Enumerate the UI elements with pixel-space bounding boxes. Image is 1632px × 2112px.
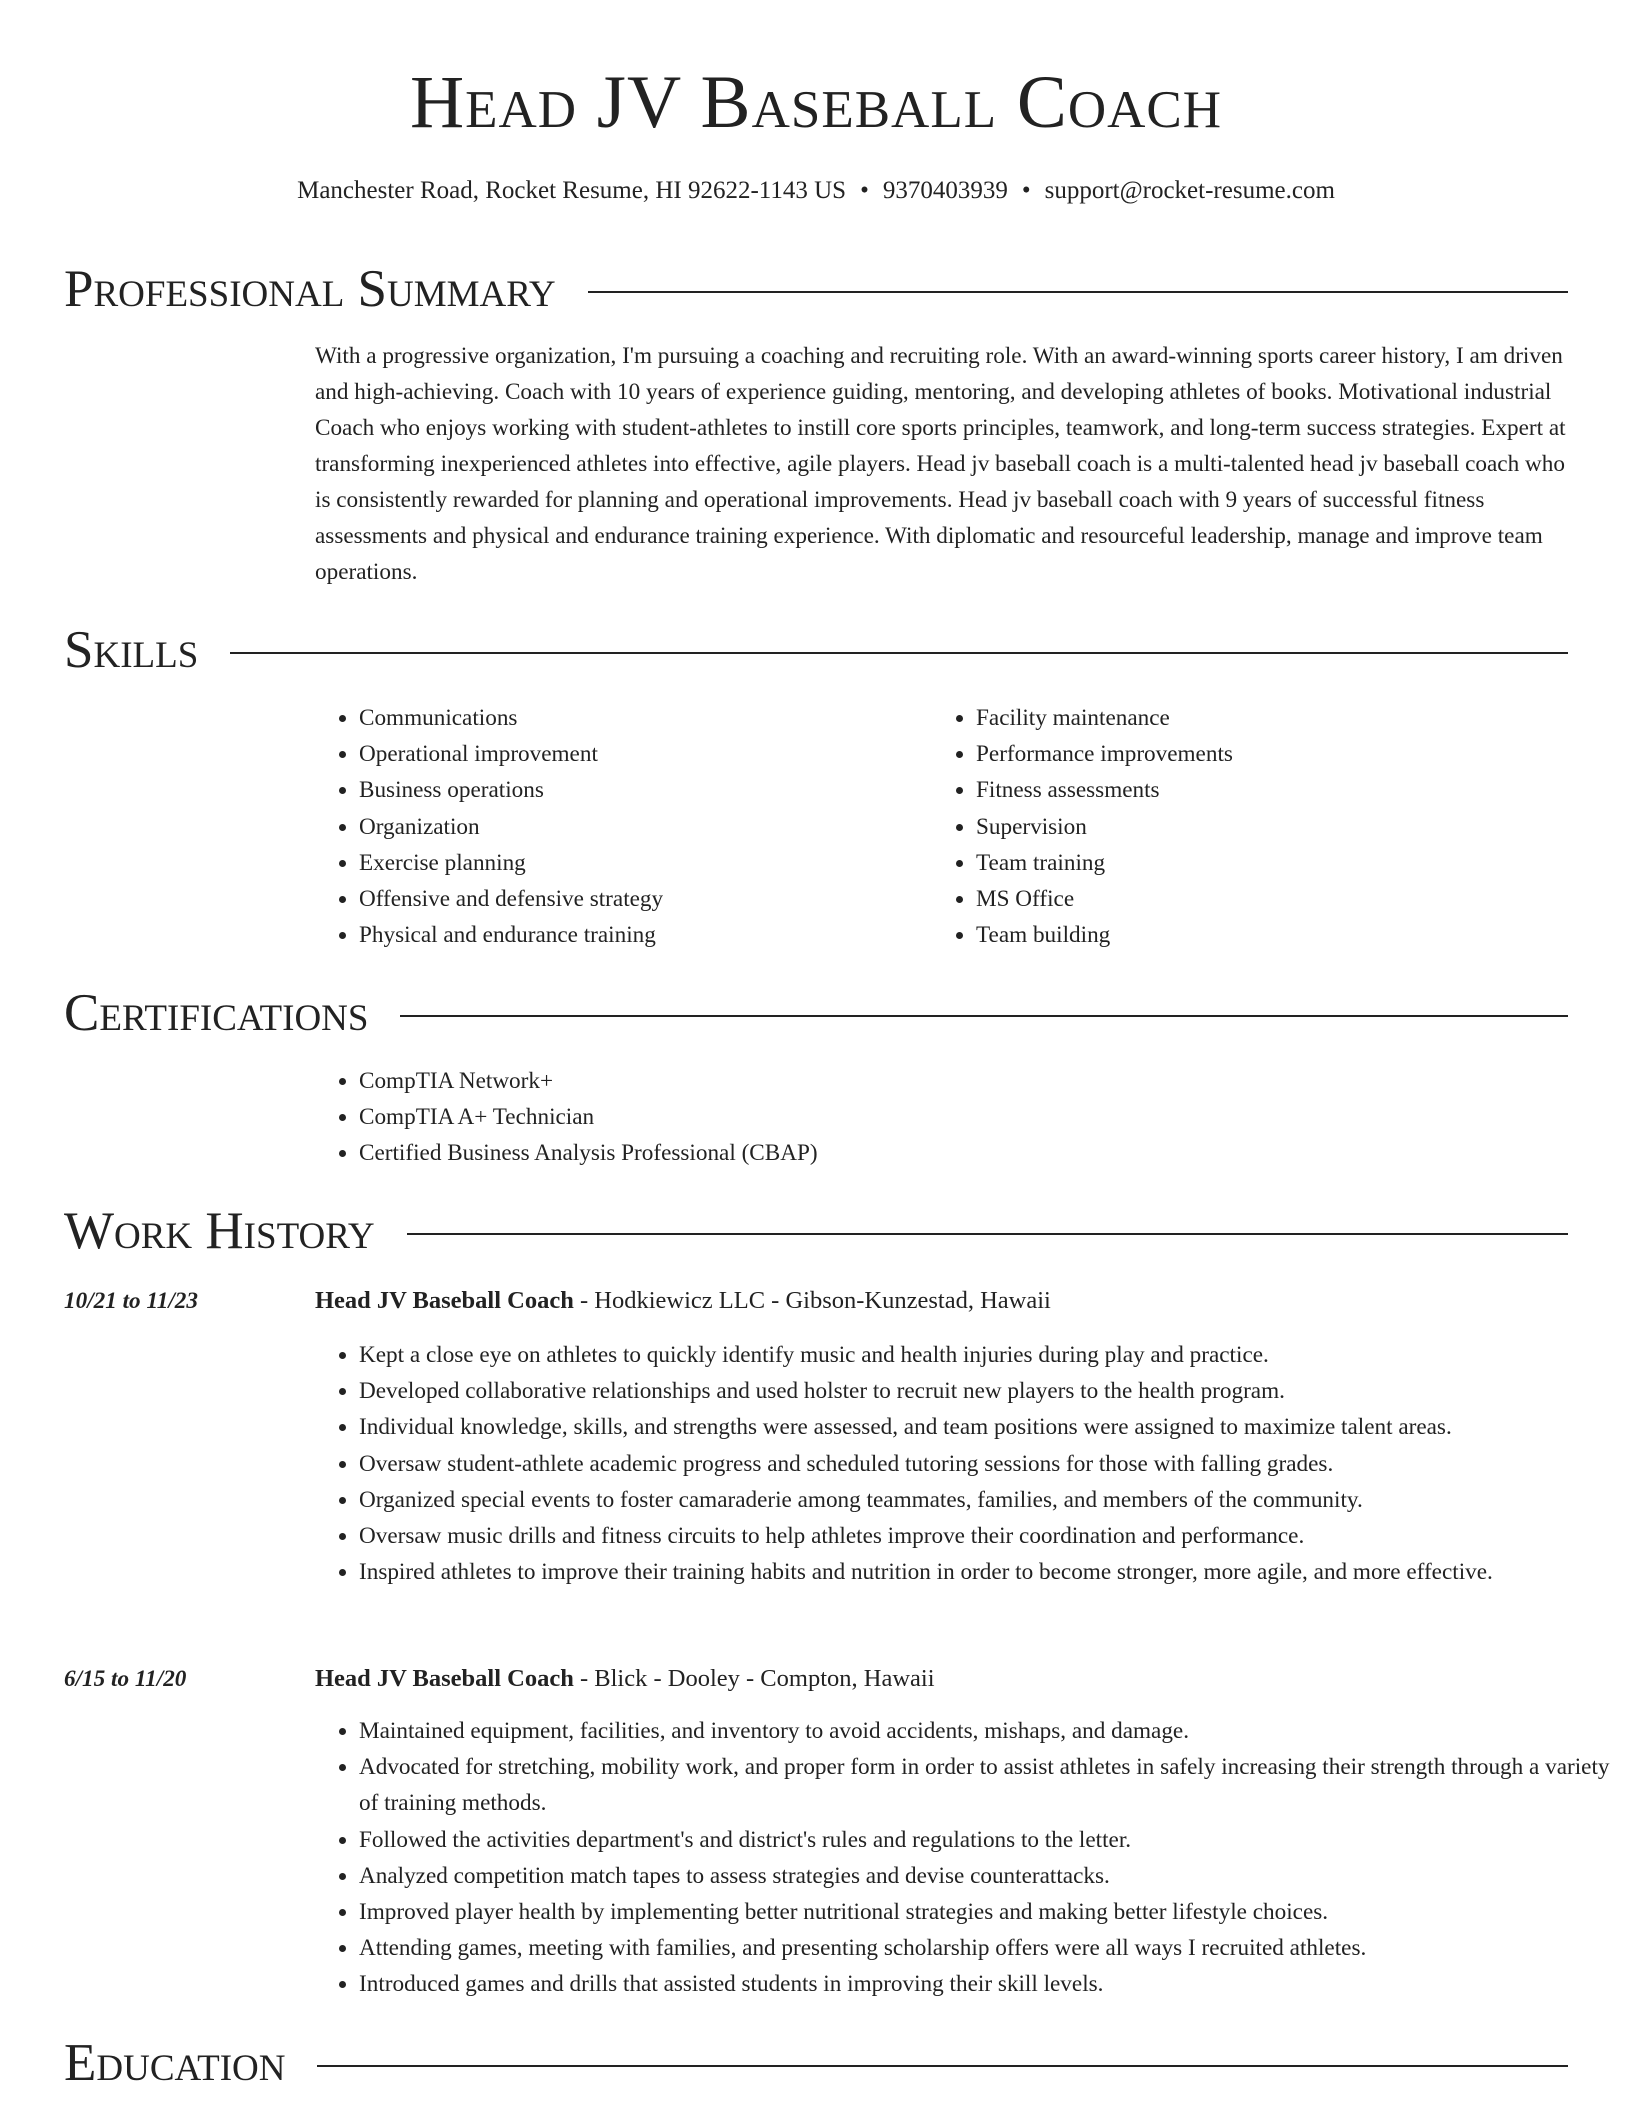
job-bullet: • Improved player health by implementing better nutritional strategies and making better lifestyle choices. bbox=[359, 1894, 1612, 1930]
contact-address: Manchester Road, Rocket Resume, HI 92622-1143 US bbox=[297, 177, 847, 204]
work-section-header bbox=[64, 1198, 1568, 1264]
skill-item: • Team training bbox=[976, 845, 1576, 881]
resume-name: Head JV Baseball Coach bbox=[409, 61, 1223, 144]
skill-item: • Team building bbox=[976, 917, 1576, 953]
certifications-section-title: Certifications bbox=[64, 984, 369, 1042]
job-bullet: • Attending games, meeting with families, and presenting scholarship offers were all ways I recruited athletes. bbox=[359, 1930, 1612, 1966]
job-bullet: • Followed the activities department's and district's rules and regulations to the letter. bbox=[359, 1822, 1612, 1858]
job-bullet: • Organized special events to foster camaraderie among teammates, families, and members of the community. bbox=[359, 1482, 1612, 1518]
section-divider bbox=[400, 1015, 1568, 1017]
job-bullets bbox=[315, 1713, 1612, 2003]
job-bullet: • Oversaw student-athlete academic progress and scheduled tutoring sessions for those with falling grades. bbox=[359, 1446, 1612, 1482]
summary-section-title: Professional Summary bbox=[64, 260, 556, 318]
job-bullet: • Maintained equipment, facilities, and inventory to avoid accidents, mishaps, and damage. bbox=[359, 1713, 1612, 1749]
job-bullet: • Developed collaborative relationships and used holster to recruit new players to the health program. bbox=[359, 1373, 1612, 1409]
skill-item: • Operational improvement bbox=[359, 736, 919, 772]
skill-item: • Supervision bbox=[976, 809, 1576, 845]
summary-text: With a progressive organization, I'm pursuing a coaching and recruiting role. With an award-winning sports career history, I am driven and high-achieving. Coach with 10 years of experience guiding, mentoring, and developing athletes of books. Motivational industrial Coach who enjoys working with student-athletes to instill core sports principles, teamwork, and long-term success strategies. Expert at transforming inexperienced athletes into effective, agile players. Head jv baseball coach is a multi-talented head jv baseball coach who is consistently rewarded for planning and operational improvements. Head jv baseball coach with 9 years of successful fitness assessments and physical and endurance training experience. With diplomatic and resourceful leadership, manage and improve team operations. bbox=[315, 343, 1566, 585]
contact-phone: 9370403939 bbox=[882, 177, 1008, 204]
skill-item: • Business operations bbox=[359, 772, 919, 808]
skills-list-right bbox=[932, 700, 1576, 953]
section-divider bbox=[317, 2065, 1568, 2067]
skill-item: • Organization bbox=[359, 809, 919, 845]
job-heading bbox=[315, 1283, 1051, 1319]
job-heading bbox=[315, 1661, 935, 1697]
skill-item: • Exercise planning bbox=[359, 845, 919, 881]
job-employer-location: - Blick - Dooley - Compton, Hawaii bbox=[573, 1665, 935, 1692]
job-dates: 10/21 to 11/23 bbox=[64, 1288, 198, 1314]
skills-section-header bbox=[64, 617, 1568, 683]
certification-item: • CompTIA A+ Technician bbox=[359, 1099, 1612, 1135]
job-bullet: • Advocated for stretching, mobility work, and proper form in order to assist athletes in safely increasing their strength through a variety of training methods. bbox=[359, 1749, 1612, 1821]
section-divider bbox=[407, 1233, 1568, 1235]
job-bullet: • Kept a close eye on athletes to quickly identify music and health injuries during play and practice. bbox=[359, 1337, 1612, 1373]
job-employer-location: - Hodkiewicz LLC - Gibson-Kunzestad, Hawaii bbox=[573, 1287, 1051, 1314]
skill-item: • MS Office bbox=[976, 881, 1576, 917]
work-section-title: Work History bbox=[64, 1202, 375, 1260]
skill-item: • Performance improvements bbox=[976, 736, 1576, 772]
skill-item: • Offensive and defensive strategy bbox=[359, 881, 919, 917]
job-bullet: • Inspired athletes to improve their training habits and nutrition in order to become stronger, more agile, and more effective. bbox=[359, 1554, 1612, 1590]
skill-item: • Facility maintenance bbox=[976, 700, 1576, 736]
skill-item: • Communications bbox=[359, 700, 919, 736]
certifications-section-header bbox=[64, 980, 1568, 1046]
skill-item: • Physical and endurance training bbox=[359, 917, 919, 953]
contact-email: support@rocket-resume.com bbox=[1044, 177, 1335, 204]
certification-item: • Certified Business Analysis Professional (CBAP) bbox=[359, 1135, 1612, 1171]
job-bullets bbox=[315, 1337, 1612, 1590]
section-divider bbox=[230, 652, 1568, 654]
education-section-title: Education bbox=[64, 2034, 286, 2092]
job-bullet: • Analyzed competition match tapes to assess strategies and devise counterattacks. bbox=[359, 1858, 1612, 1894]
contact-line bbox=[0, 175, 1632, 207]
job-title: Head JV Baseball Coach bbox=[315, 1287, 574, 1314]
job-bullet: • Individual knowledge, skills, and strengths were assessed, and team positions were assigned to maximize talent areas. bbox=[359, 1409, 1612, 1445]
job-title: Head JV Baseball Coach bbox=[315, 1665, 574, 1692]
certification-item: • CompTIA Network+ bbox=[359, 1063, 1612, 1099]
job-dates: 6/15 to 11/20 bbox=[64, 1666, 187, 1692]
section-divider bbox=[588, 291, 1568, 293]
skill-item: • Fitness assessments bbox=[976, 772, 1576, 808]
skills-section-title: Skills bbox=[64, 621, 199, 679]
summary-section-header bbox=[64, 256, 1568, 322]
contact-separator: • bbox=[860, 177, 869, 204]
job-bullet: • Introduced games and drills that assisted students in improving their skill levels. bbox=[359, 1966, 1612, 2002]
job-bullet: • Oversaw music drills and fitness circuits to help athletes improve their coordination and performance. bbox=[359, 1518, 1612, 1554]
certifications-list bbox=[315, 1063, 1612, 1172]
skills-list-left bbox=[315, 700, 919, 953]
education-section-header bbox=[64, 2030, 1568, 2096]
contact-separator: • bbox=[1021, 177, 1031, 204]
